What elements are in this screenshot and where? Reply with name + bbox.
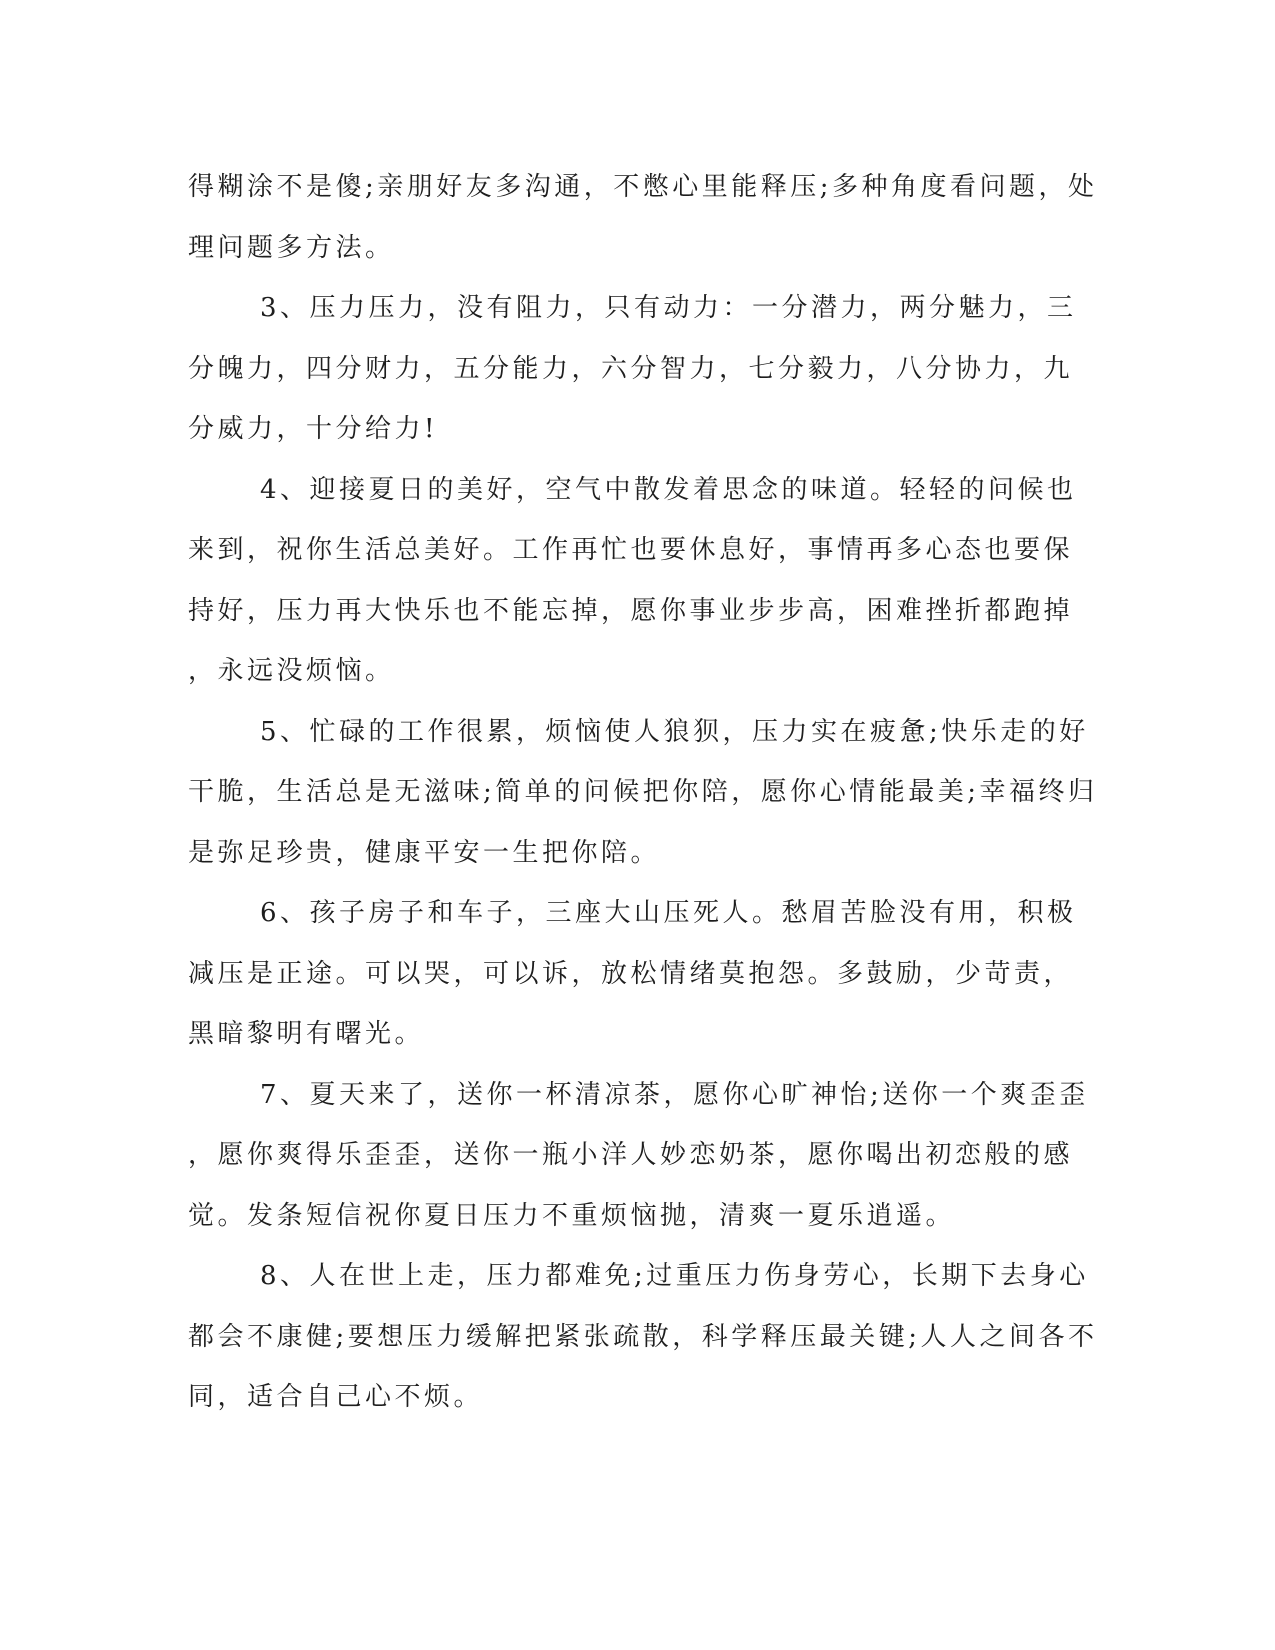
text-line: 来到，祝你生活总美好。工作再忙也要休息好，事情再多心态也要保	[188, 535, 1074, 565]
text-line: 5、忙碌的工作很累，烦恼使人狼狈，压力实在疲惫;快乐走的好	[260, 716, 1089, 747]
text-line: 分魄力，四分财力，五分能力，六分智力，七分毅力，八分协力，九	[188, 353, 1074, 384]
text-line: 7、夏天来了，送你一杯清凉茶，愿你心旷神怡;送你一个爽歪歪	[260, 1079, 1089, 1110]
text-line: 分威力，十分给力!	[188, 414, 438, 444]
paragraph-3	[188, 278, 1078, 460]
text-line: 觉。发条短信祝你夏日压力不重烦恼抛，清爽一夏乐逍遥。	[188, 1200, 956, 1231]
text-line: 8、人在世上走，压力都难免;过重压力伤身劳心，长期下去身心	[260, 1261, 1089, 1291]
paragraph-5	[188, 702, 1098, 884]
text-line: 黑暗黎明有曙光。	[188, 1019, 425, 1049]
paragraph-8	[188, 1246, 1098, 1428]
paragraph-4	[188, 460, 1078, 702]
paragraph-2-continued	[188, 157, 1098, 278]
document-body	[188, 157, 1098, 1428]
text-line: 持好，压力再大快乐也不能忘掉，愿你事业步步高，困难挫折都跑掉	[188, 595, 1074, 626]
text-line: ，永远没烦恼。	[188, 656, 395, 686]
text-line: 得糊涂不是傻;亲朋好友多沟通，不憋心里能释压;多种角度看问题，处	[188, 172, 1098, 202]
paragraph-7	[188, 1065, 1089, 1247]
text-line: 4、迎接夏日的美好，空气中散发着思念的味道。轻轻的问候也	[260, 474, 1077, 505]
text-line: ，愿你爽得乐歪歪，送你一瓶小洋人妙恋奶茶，愿你喝出初恋般的感	[188, 1140, 1074, 1170]
text-line: 3、压力压力，没有阻力，只有动力：一分潜力，两分魅力，三	[260, 293, 1077, 323]
paragraph-6	[188, 883, 1078, 1065]
text-line: 同，适合自己心不烦。	[188, 1382, 484, 1412]
text-line: 减压是正途。可以哭，可以诉，放松情绪莫抱怨。多鼓励，少苛责，	[188, 958, 1074, 989]
text-line: 6、孩子房子和车子，三座大山压死人。愁眉苦脸没有用，积极	[260, 898, 1077, 928]
text-line: 都会不康健;要想压力缓解把紧张疏散，科学释压最关键;人人之间各不	[188, 1321, 1098, 1352]
text-line: 干脆，生活总是无滋味;简单的问候把你陪，愿你心情能最美;幸福终归	[188, 777, 1098, 807]
text-line: 是弥足珍贵，健康平安一生把你陪。	[188, 837, 661, 868]
text-line: 理问题多方法。	[188, 232, 395, 263]
